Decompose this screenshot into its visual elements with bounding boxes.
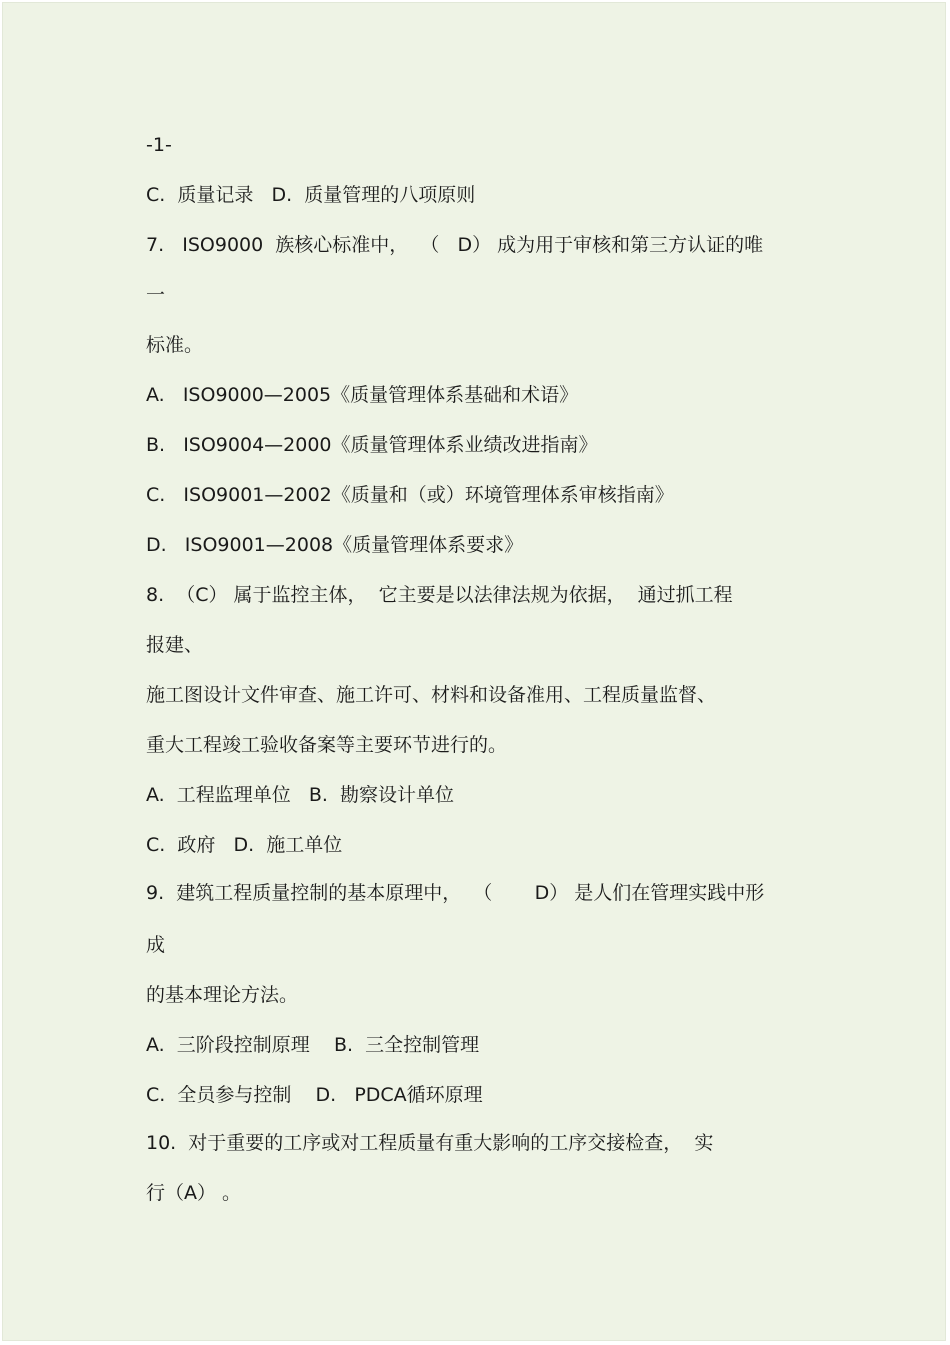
option-c: C. ISO9001—2002《质量和（或）环境管理体系审核指南》 <box>146 484 674 506</box>
options-ab: A. 三阶段控制原理 B. 三全控制管理 <box>146 1034 480 1056</box>
text-line: 的基本理论方法。 <box>146 984 299 1006</box>
document-page <box>2 2 946 1341</box>
text-line: 报建、 <box>146 634 204 656</box>
option-a: A. ISO9000—2005《质量管理体系基础和术语》 <box>146 384 579 406</box>
options-ab: A. 工程监理单位 B. 勘察设计单位 <box>146 784 455 806</box>
option-b: B. ISO9004—2000《质量管理体系业绩改进指南》 <box>146 434 598 456</box>
text-line: 重大工程竣工验收备案等主要环节进行的。 <box>146 734 508 756</box>
text-line: 标准。 <box>146 334 204 356</box>
option-d: D. ISO9001—2008《质量管理体系要求》 <box>146 534 524 556</box>
text-line: 一 <box>146 284 166 306</box>
text-line: C. 质量记录 D. 质量管理的八项原则 <box>146 184 476 206</box>
options-cd: C. 政府 D. 施工单位 <box>146 834 343 856</box>
options-cd: C. 全员参与控制 D. PDCA循环原理 <box>146 1084 483 1106</box>
question-7: 7. ISO9000 族核心标准中， （ D） 成为用于审核和第三方认证的唯 <box>146 234 764 256</box>
question-9: 9. 建筑工程质量控制的基本原理中， （ D） 是人们在管理实践中形 <box>146 882 765 904</box>
text-line: 施工图设计文件审查、施工许可、材料和设备准用、工程质量监督、 <box>146 684 717 706</box>
question-8: 8. （C） 属于监控主体， 它主要是以法律法规为依据， 通过抓工程 <box>146 584 733 606</box>
text-line: 行（A） 。 <box>146 1182 242 1204</box>
text-line: 成 <box>146 934 166 956</box>
page-number: -1- <box>146 134 172 156</box>
question-10: 10. 对于重要的工序或对工程质量有重大影响的工序交接检查， 实 <box>146 1132 714 1154</box>
